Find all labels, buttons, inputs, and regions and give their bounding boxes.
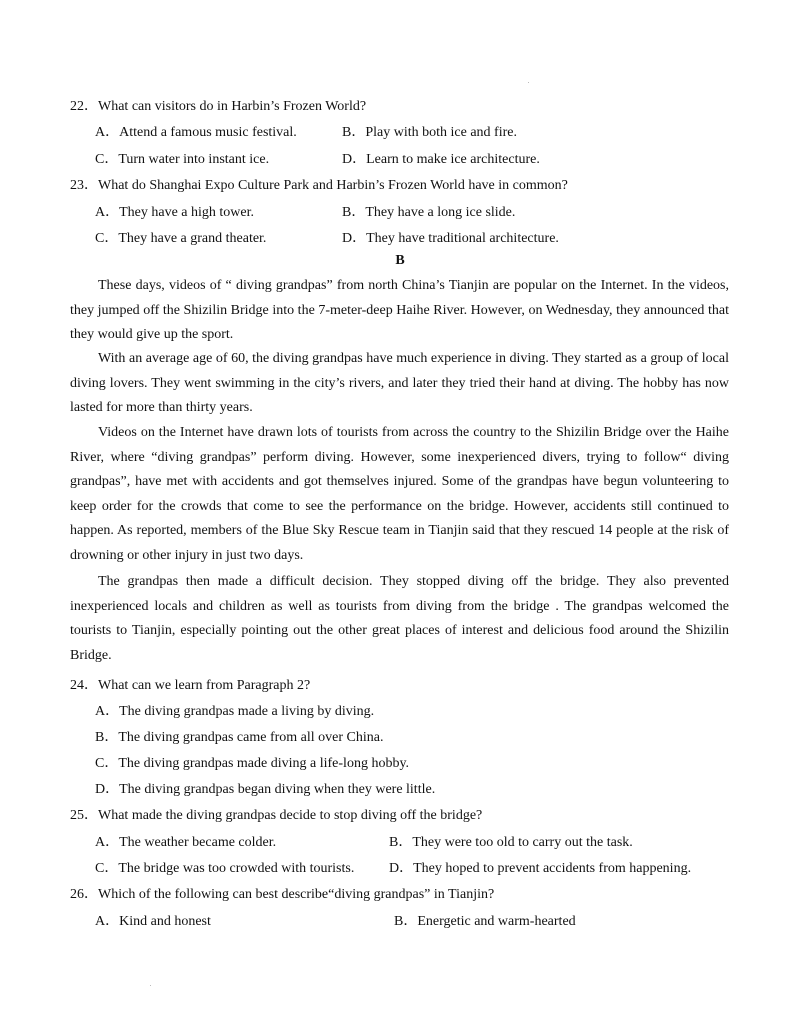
question-26-option-a: A．Kind and honest xyxy=(95,914,211,929)
question-23-option-c: C．They have a grand theater. xyxy=(95,231,267,246)
passage-paragraph-1: These days, videos of “ diving grandpas” from north China’s Tianjin are popular on the Internet. In the videos, they jumped off the Shizilin Bridge into the 7-meter-deep Haihe River. However, on Wednesday, they announced that they would give up the sport. xyxy=(70,278,729,342)
question-24-option-d: D．The diving grandpas began diving when they were little. xyxy=(95,782,436,797)
scan-speck xyxy=(528,82,529,83)
question-22-option-d: D．Learn to make ice architecture. xyxy=(342,152,540,167)
question-23-option-d: D．They have traditional architecture. xyxy=(342,231,559,246)
question-26-option-b: B．Energetic and warm-hearted xyxy=(394,914,576,929)
question-25-option-b: B．They were too old to carry out the task. xyxy=(389,835,633,850)
passage-paragraph-2: With an average age of 60, the diving grandpas have much experience in diving. They started as a group of local diving lovers. They went swimming in the city’s rivers, and later they tried their hand at diving. The hobby has now lasted for more than thirty years. xyxy=(70,351,729,415)
scan-speck xyxy=(150,985,151,986)
question-26-stem: 26．Which of the following can best describe“diving grandpas” in Tianjin? xyxy=(70,887,495,902)
passage-paragraph-3: Videos on the Internet have drawn lots of tourists from across the country to the Shizilin Bridge over the Haihe River, where “diving grandpas” perform diving. However, some inexperienced divers, trying to follow“ diving grandpas”, have met with accidents and got themselves injured. Some of the grandpas have begun volunteering to keep order for the crowds that come to see the performance on the bridge. However, accidents still continued to happen. As reported, members of the Blue Sky Rescue team in Tianjin said that they rescued 14 people at the risk of drowning or other injury in just two days. xyxy=(70,425,729,563)
question-24-option-b: B．The diving grandpas came from all over China. xyxy=(95,730,384,745)
question-24-stem: 24．What can we learn from Paragraph 2? xyxy=(70,678,311,693)
question-23-option-b: B．They have a long ice slide. xyxy=(342,205,516,220)
section-heading-b: B xyxy=(395,253,405,268)
question-22-option-c: C．Turn water into instant ice. xyxy=(95,152,270,167)
question-24-option-c: C．The diving grandpas made diving a life-long hobby. xyxy=(95,756,410,771)
question-25-stem: 25．What made the diving grandpas decide to stop diving off the bridge? xyxy=(70,808,483,823)
question-23-option-a: A．They have a high tower. xyxy=(95,205,255,220)
question-23-stem: 23．What do Shanghai Expo Culture Park and Harbin’s Frozen World have in common? xyxy=(70,178,568,193)
question-24-option-a: A．The diving grandpas made a living by diving. xyxy=(95,704,375,719)
question-25-option-c: C．The bridge was too crowded with tourists. xyxy=(95,861,355,876)
question-22-stem: 22．What can visitors do in Harbin’s Frozen World? xyxy=(70,99,367,114)
question-22-option-a: A．Attend a famous music festival. xyxy=(95,125,297,140)
question-22-option-b: B．Play with both ice and fire. xyxy=(342,125,517,140)
question-25-option-a: A．The weather became colder. xyxy=(95,835,277,850)
question-25-option-d: D．They hoped to prevent accidents from happening. xyxy=(389,861,692,876)
passage-paragraph-4: The grandpas then made a difficult decision. They stopped diving off the bridge. They also prevented inexperienced locals and children as well as tourists from diving from the bridge . The grandpas welcomed the tourists to Tianjin, especially pointing out the other great places of interest and delicious food around the Shizilin Bridge. xyxy=(70,574,729,663)
